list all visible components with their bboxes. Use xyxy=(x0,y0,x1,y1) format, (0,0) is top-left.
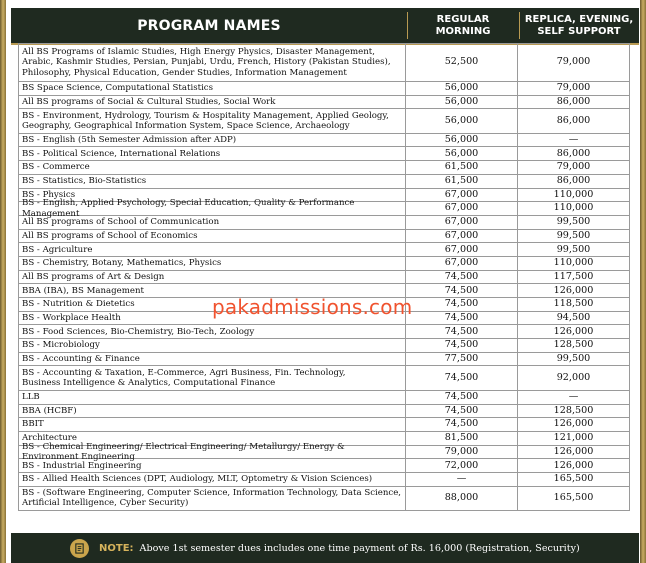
program-name-cell: BS - Accounting & Finance xyxy=(18,353,406,366)
table-row xyxy=(18,391,630,405)
regular-fee-cell: 74,500 xyxy=(406,271,518,284)
program-name-cell: BS - Workplace Health xyxy=(18,312,406,325)
table-row xyxy=(18,325,630,339)
regular-fee-cell: 74,500 xyxy=(406,405,518,418)
regular-fee-cell: 52,500 xyxy=(406,44,518,81)
replica-fee-cell: 110,000 xyxy=(518,189,630,202)
note-bar xyxy=(11,533,639,563)
program-name-cell: BS - Allied Health Sciences (DPT, Audiology, MLT, Optometry & Vision Sciences) xyxy=(18,473,406,486)
program-name-cell: BS - Statistics, Bio-Statistics xyxy=(18,175,406,188)
program-name-cell: All BS programs of School of Economics xyxy=(18,230,406,243)
note-label: NOTE: xyxy=(99,542,134,554)
replica-fee-cell: 126,000 xyxy=(518,325,630,338)
replica-fee-cell: 128,500 xyxy=(518,405,630,418)
header-replica-evening: REPLICA, EVENING, SELF SUPPORT xyxy=(524,13,634,37)
table-row xyxy=(18,339,630,353)
fee-table xyxy=(18,43,630,511)
table-row xyxy=(18,257,630,271)
program-name-cell: BS - English (5th Semester Admission after ADP) xyxy=(18,134,406,147)
replica-fee-cell: 94,500 xyxy=(518,312,630,325)
table-row xyxy=(18,312,630,326)
replica-fee-cell: 110,000 xyxy=(518,202,630,215)
header-regular-morning: REGULAR MORNING xyxy=(435,13,491,37)
program-name-cell: BS - (Software Engineering, Computer Science, Information Technology, Data Science, Artificial Intelligence, Cyber Security) xyxy=(18,487,406,510)
regular-fee-cell: 67,000 xyxy=(406,202,518,215)
program-name-cell: BS - Environment, Hydrology, Tourism & Hospitality Management, Applied Geology, Geography, Geographical Information System, Space Science, Archaeology xyxy=(18,109,406,132)
replica-fee-cell: 165,500 xyxy=(518,487,630,510)
table-row xyxy=(18,473,630,487)
table-row xyxy=(18,366,630,390)
regular-fee-cell: 61,500 xyxy=(406,161,518,174)
replica-fee-cell: 117,500 xyxy=(518,271,630,284)
regular-fee-cell: — xyxy=(406,473,518,486)
regular-fee-cell: 79,000 xyxy=(406,446,518,459)
program-name-cell: BS - Chemical Engineering/ Electrical Engineering/ Metallurgy/ Energy & Environment Engineering xyxy=(18,446,406,459)
replica-fee-cell: 110,000 xyxy=(518,257,630,270)
program-name-cell: BS - Chemistry, Botany, Mathematics, Physics xyxy=(18,257,406,270)
replica-fee-cell: 86,000 xyxy=(518,147,630,160)
regular-fee-cell: 74,500 xyxy=(406,312,518,325)
regular-fee-cell: 74,500 xyxy=(406,339,518,352)
replica-fee-cell: 79,000 xyxy=(518,161,630,174)
table-row xyxy=(18,353,630,367)
table-header xyxy=(11,8,639,45)
program-name-cell: BS - Political Science, International Relations xyxy=(18,147,406,160)
replica-fee-cell: 118,500 xyxy=(518,298,630,311)
table-row xyxy=(18,271,630,285)
regular-fee-cell: 67,000 xyxy=(406,216,518,229)
program-name-cell: BS - Food Sciences, Bio-Chemistry, Bio-Tech, Zoology xyxy=(18,325,406,338)
table-row xyxy=(18,243,630,257)
table-row xyxy=(18,441,630,462)
document-icon xyxy=(70,539,89,558)
regular-fee-cell: 74,500 xyxy=(406,298,518,311)
regular-fee-cell: 74,500 xyxy=(406,366,518,389)
table-row xyxy=(18,405,630,419)
regular-fee-cell: 67,000 xyxy=(406,189,518,202)
replica-fee-cell: 99,500 xyxy=(518,230,630,243)
table-row xyxy=(18,175,630,189)
replica-fee-cell: 79,000 xyxy=(518,44,630,81)
replica-fee-cell: 92,000 xyxy=(518,366,630,389)
replica-fee-cell: 165,500 xyxy=(518,473,630,486)
regular-fee-cell: 81,500 xyxy=(406,432,518,445)
table-row xyxy=(18,161,630,175)
program-name-cell: LLB xyxy=(18,391,406,404)
replica-fee-cell: 126,000 xyxy=(518,446,630,459)
regular-fee-cell: 74,500 xyxy=(406,284,518,297)
table-row xyxy=(18,82,630,96)
program-name-cell: BS - Agriculture xyxy=(18,243,406,256)
table-row xyxy=(18,418,630,432)
watermark: pakadmissions.com xyxy=(212,295,413,319)
program-name-cell: BS - Industrial Engineering xyxy=(18,459,406,472)
regular-fee-cell: 56,000 xyxy=(406,147,518,160)
replica-fee-cell: 128,500 xyxy=(518,339,630,352)
replica-fee-cell: 86,000 xyxy=(518,109,630,132)
regular-fee-cell: 61,500 xyxy=(406,175,518,188)
table-row xyxy=(18,298,630,312)
replica-fee-cell: — xyxy=(518,134,630,147)
regular-fee-cell: 56,000 xyxy=(406,134,518,147)
program-name-cell: BS Space Science, Computational Statistics xyxy=(18,82,406,95)
program-name-cell: BBA (HCBF) xyxy=(18,405,406,418)
program-name-cell: All BS programs of Art & Design xyxy=(18,271,406,284)
regular-fee-cell: 74,500 xyxy=(406,418,518,431)
replica-fee-cell: 86,000 xyxy=(518,175,630,188)
program-name-cell: BS - Physics xyxy=(18,189,406,202)
regular-fee-cell: 56,000 xyxy=(406,109,518,132)
program-name-cell: BBA (IBA), BS Management xyxy=(18,284,406,297)
table-row xyxy=(18,216,630,230)
table-row xyxy=(18,459,630,473)
replica-fee-cell: 126,000 xyxy=(518,284,630,297)
table-row xyxy=(18,487,630,511)
table-row xyxy=(18,96,630,110)
replica-fee-cell: 126,000 xyxy=(518,459,630,472)
table-row xyxy=(18,284,630,298)
regular-fee-cell: 77,500 xyxy=(406,353,518,366)
replica-fee-cell: 79,000 xyxy=(518,82,630,95)
program-name-cell: All BS Programs of Islamic Studies, High Energy Physics, Disaster Management, Arabic, Kashmir Studies, Persian, Punjabi, Urdu, French, History (Pakistan Studies), Philosophy, Physical Education, Gender Studies, Information Management xyxy=(18,44,406,81)
regular-fee-cell: 67,000 xyxy=(406,243,518,256)
gold-border-right xyxy=(640,0,646,563)
table-row xyxy=(18,134,630,148)
regular-fee-cell: 56,000 xyxy=(406,82,518,95)
regular-fee-cell: 56,000 xyxy=(406,96,518,109)
note-text: Above 1st semester dues includes one time payment of Rs. 16,000 (Registration, Security) xyxy=(139,542,580,554)
replica-fee-cell: 99,500 xyxy=(518,216,630,229)
program-name-cell: BBIT xyxy=(18,418,406,431)
table-row xyxy=(18,198,630,219)
program-name-cell: BS - Commerce xyxy=(18,161,406,174)
program-name-cell: All BS programs of Social & Cultural Studies, Social Work xyxy=(18,96,406,109)
table-row xyxy=(18,230,630,244)
gold-border-left xyxy=(0,0,6,563)
regular-fee-cell: 74,500 xyxy=(406,325,518,338)
replica-fee-cell: 126,000 xyxy=(518,418,630,431)
replica-fee-cell: 99,500 xyxy=(518,243,630,256)
regular-fee-cell: 88,000 xyxy=(406,487,518,510)
program-name-cell: BS - Nutrition & Dietetics xyxy=(18,298,406,311)
regular-fee-cell: 72,000 xyxy=(406,459,518,472)
regular-fee-cell: 67,000 xyxy=(406,230,518,243)
table-row xyxy=(18,44,630,82)
replica-fee-cell: 86,000 xyxy=(518,96,630,109)
replica-fee-cell: — xyxy=(518,391,630,404)
replica-fee-cell: 121,000 xyxy=(518,432,630,445)
program-name-cell: BS - English, Applied Psychology, Special Education, Quality & Performance Management xyxy=(18,202,406,215)
program-name-cell: BS - Microbiology xyxy=(18,339,406,352)
table-row xyxy=(18,109,630,133)
replica-fee-cell: 99,500 xyxy=(518,353,630,366)
header-program-names: PROGRAM NAMES xyxy=(137,17,281,34)
regular-fee-cell: 74,500 xyxy=(406,391,518,404)
table-row xyxy=(18,147,630,161)
regular-fee-cell: 67,000 xyxy=(406,257,518,270)
program-name-cell: Architecture xyxy=(18,432,406,445)
program-name-cell: BS - Accounting & Taxation, E-Commerce, Agri Business, Fin. Technology, Business Intelligence & Analytics, Computational Finance xyxy=(18,366,406,389)
program-name-cell: All BS programs of School of Communication xyxy=(18,216,406,229)
